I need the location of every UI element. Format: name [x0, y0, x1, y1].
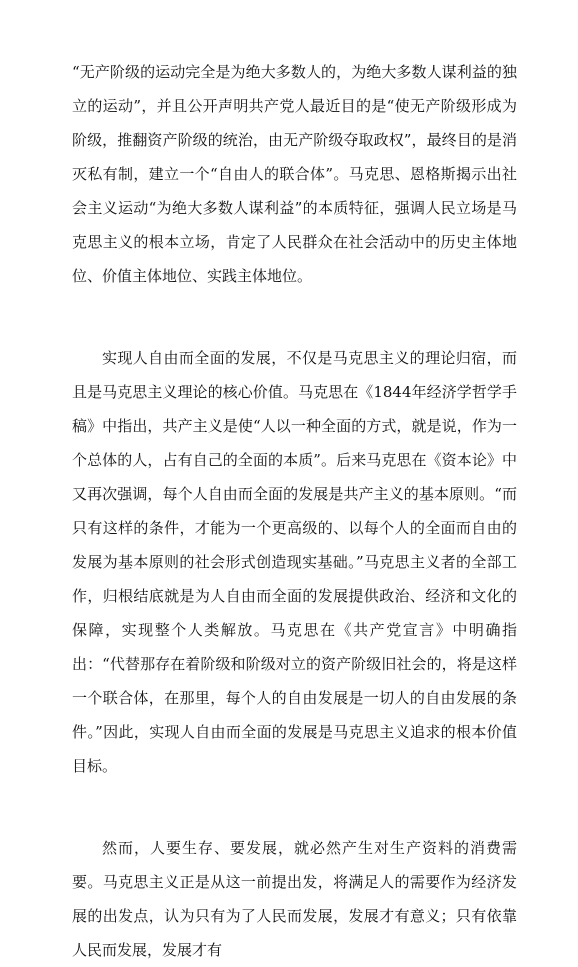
paragraph-spacer [72, 783, 517, 831]
paragraph-spacer [72, 293, 517, 341]
document-page [72, 55, 517, 967]
paragraph-3: 然而，人要生存、要发展，就必然产生对生产资料的消费需要。马克思主义正是从这一前提出发，将满足人的需要作为经济发展的出发点，认为只有为了人民而发展，发展才有意义；只有依靠人民而发展，发展才有 [72, 839, 517, 959]
paragraph-1: “无产阶级的运动完全是为绝大多数人的，为绝大多数人谋利益的独立的运动”，并且公开声明共产党人最近目的是“使无产阶级形成为阶级，推翻资产阶级的统治，由无产阶级夺取政权”，最终目的是消灭私有制，建立一个“自由人的联合体”。马克思、恩格斯揭示出社会主义运动“为绝大多数人谋利益”的本质特征，强调人民立场是马克思主义的根本立场，肯定了人民群众在社会活动中的历史主体地位、价值主体地位、实践主体地位。 [72, 63, 517, 285]
paragraph-2: 实现人自由而全面的发展，不仅是马克思主义的理论归宿，而且是马克思主义理论的核心价值。马克思在《1844年经济学哲学手稿》中指出，共产主义是使“人以一种全面的方式，就是说，作为一个总体的人，占有自己的全面的本质”。后来马克思在《资本论》中又再次强调，每个人自由而全面的发展是共产主义的基本原则。“而只有这样的条件，才能为一个更高级的、以每个人的全面而自由的发展为基本原则的社会形式创造现实基础。”马克思主义者的全部工作，归根结底就是为人自由而全面的发展提供政治、经济和文化的保障，实现整个人类解放。马克思在《共产党宣言》中明确指出：“代替那存在着阶级和阶级对立的资产阶级旧社会的，将是这样一个联合体，在那里，每个人的自由发展是一切人的自由发展的条件。”因此，实现人自由而全面的发展是马克思主义追求的根本价值目标。 [72, 349, 517, 775]
